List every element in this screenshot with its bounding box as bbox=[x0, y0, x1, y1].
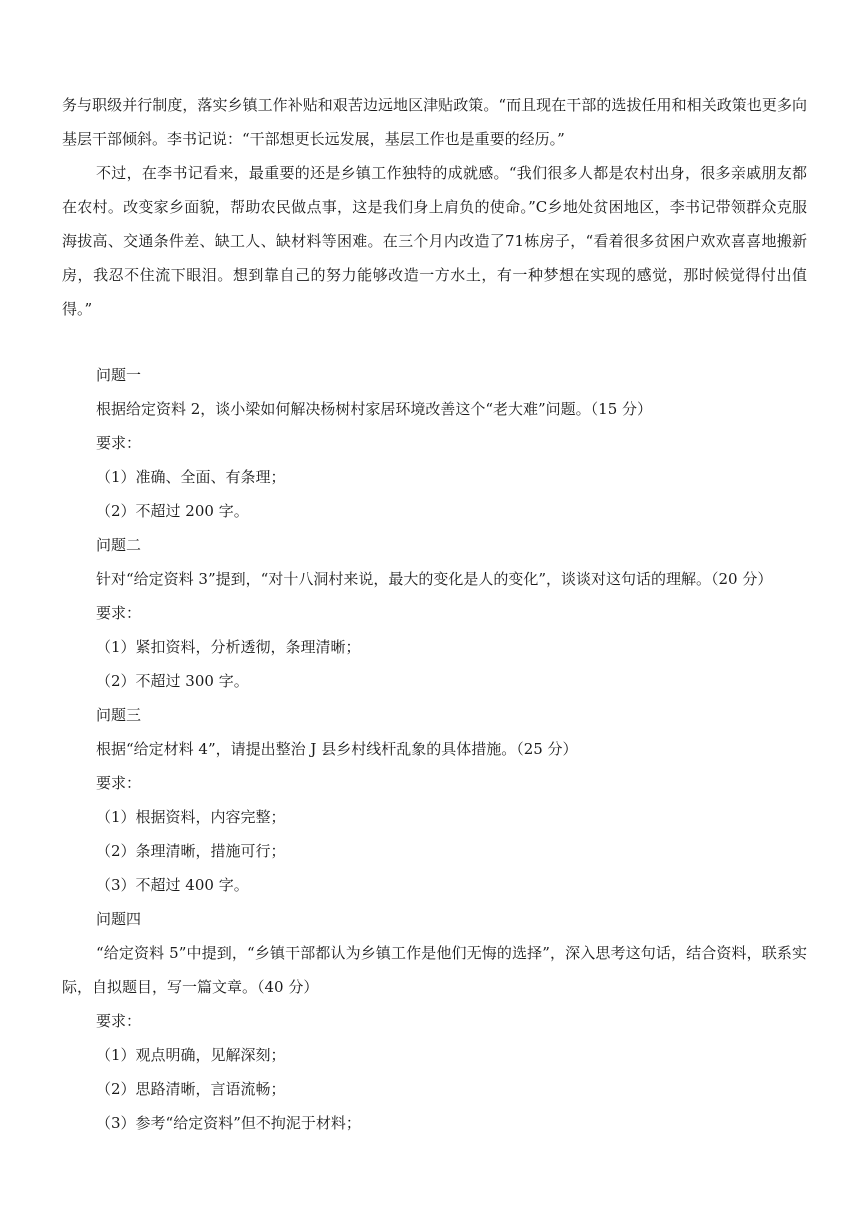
question-1-prompt: 根据给定资料 2，谈小梁如何解决杨树村家居环境改善这个“老大难”问题。（15 分） bbox=[96, 400, 653, 418]
question-2-requirement: （1）紧扣资料，分析透彻，条理清晰； bbox=[96, 638, 361, 656]
question-2-requirements-label: 要求： bbox=[96, 604, 142, 622]
paragraph-achievement: 不过，在李书记看来，最重要的还是乡镇工作独特的成就感。“我们很多人都是农村出身，很多亲戚朋友都在农村。改变家乡面貌，帮助农民做点事，这是我们身上肩负的使命。”C乡地处贫困地区，李书记带领群众克服海拔高、交通条件差、缺工人、缺材料等困难。在三个月内改造了71栋房子，“看着很多贫困户欢欢喜喜地搬新房，我忍不住流下眼泪。想到靠自己的努力能够改造一方水土，有一种梦想在实现的感觉，那时候觉得付出值得。” bbox=[62, 164, 807, 318]
question-3-requirement: （3）不超过 400 字。 bbox=[96, 876, 249, 894]
section-gap bbox=[62, 326, 807, 358]
question-1-requirement: （2）不超过 200 字。 bbox=[96, 502, 249, 520]
paragraph-continuation: 务与职级并行制度，落实乡镇工作补贴和艰苦边远地区津贴政策。“而且现在干部的选拔任用和相关政策也更多向基层干部倾斜。李书记说：“干部想更长远发展，基层工作也是重要的经历。” bbox=[62, 96, 807, 148]
question-3-requirement: （2）条理清晰，措施可行； bbox=[96, 842, 286, 860]
question-2-title: 问题二 bbox=[96, 536, 142, 554]
question-4-requirement: （1）观点明确，见解深刻； bbox=[96, 1046, 286, 1064]
question-4-requirements-label: 要求： bbox=[96, 1012, 142, 1030]
document-page bbox=[62, 88, 807, 1140]
question-3-title: 问题三 bbox=[96, 706, 142, 724]
question-1-title: 问题一 bbox=[96, 366, 142, 384]
question-2-requirement: （2）不超过 300 字。 bbox=[96, 672, 249, 690]
question-2-prompt: 针对“给定资料 3”提到，“对十八洞村来说，最大的变化是人的变化”，谈谈对这句话的理解。（20 分） bbox=[96, 570, 773, 588]
question-3-requirement: （1）根据资料，内容完整； bbox=[96, 808, 286, 826]
question-1-requirement: （1）准确、全面、有条理； bbox=[96, 468, 286, 486]
question-4-prompt: “给定资料 5”中提到，“乡镇干部都认为乡镇工作是他们无悔的选择”，深入思考这句话，结合资料，联系实际，自拟题目，写一篇文章。（40 分） bbox=[62, 944, 807, 996]
question-4-requirement: （2）思路清晰，言语流畅； bbox=[96, 1080, 286, 1098]
question-3-prompt: 根据“给定材料 4”，请提出整治 J 县乡村线杆乱象的具体措施。（25 分） bbox=[96, 740, 578, 758]
question-3-requirements-label: 要求： bbox=[96, 774, 142, 792]
question-4-requirement: （3）参考“给定资料”但不拘泥于材料； bbox=[96, 1114, 361, 1132]
question-1-requirements-label: 要求： bbox=[96, 434, 142, 452]
question-4-title: 问题四 bbox=[96, 910, 142, 928]
